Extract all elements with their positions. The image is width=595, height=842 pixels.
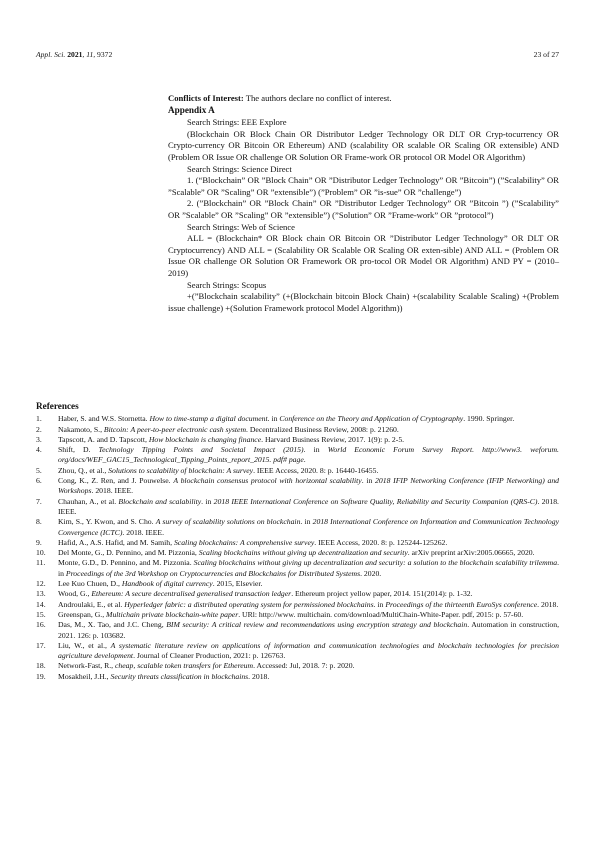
reference-fragment: . — [303, 455, 306, 465]
reference-number: 1. — [36, 414, 42, 424]
reference-item — [36, 661, 559, 671]
reference-fragment: . in — [58, 558, 559, 578]
running-header-citation: Appl. Sci. 2021, 11, 9372 — [36, 50, 113, 59]
journal-article: 9372 — [97, 50, 113, 59]
reference-text — [58, 476, 559, 497]
reference-fragment: . 2018. IEEE. — [91, 486, 134, 496]
reference-fragment: . 2018. — [248, 671, 270, 681]
reference-title: Solutions to scalability of blockchain: A survey — [108, 465, 254, 475]
reference-fragment: Androulaki, E., et al. — [58, 599, 125, 609]
reference-number: 9. — [36, 537, 42, 547]
reference-fragment: Zhou, Q., et al., — [58, 465, 109, 475]
reference-fragment: Chauhan, A., et al. — [58, 496, 119, 506]
appendix-paragraph: 2. (”Blockchain” OR ”Block Chain” OR ”Distributor Ledger Technology” OR ”Bitcoin ”) (”Scalability” OR ”Scalable” OR ”Scaling” OR ”extensible”) (”Solution” OR ”Frame-work” OR ”protocol”) — [168, 198, 559, 220]
reference-number: 12. — [36, 579, 46, 589]
reference-title: Scaling blockchains: A comprehensive survey — [173, 537, 315, 547]
reference-fragment: Liu, W., et al., — [58, 640, 111, 650]
reference-number: 10. — [36, 548, 46, 558]
reference-fragment: Monte, G.D., D. Pennino, and M. Pizzonia. — [58, 558, 194, 568]
reference-text — [58, 641, 559, 662]
reference-item — [36, 579, 559, 589]
reference-item — [36, 600, 559, 610]
reference-item — [36, 425, 559, 435]
reference-fragment: Tapscott, A. and D. Tapscott, — [58, 434, 149, 444]
reference-title: BIM security: A critical review and recommendations using encryption strategy and blockchain — [166, 620, 468, 630]
reference-item — [36, 672, 559, 682]
reference-number: 19. — [36, 671, 46, 681]
reference-item — [36, 558, 559, 579]
reference-number: 15. — [36, 609, 46, 619]
reference-fragment: . Harvard Business Review, 2017. 1(9): p. 2-5. — [261, 434, 405, 444]
reference-text — [58, 466, 559, 476]
reference-fragment: . Ethereum project yellow paper, 2014. 151(2014): p. 1-32. — [291, 589, 473, 599]
reference-title: Hyperledger fabric: a distributed operating system for permissioned blockchains — [124, 599, 374, 609]
reference-list — [36, 414, 559, 682]
reference-number: 16. — [36, 620, 46, 630]
reference-title: A survey of scalability solutions on blockchain — [155, 517, 301, 527]
appendix-paragraph: 1. (“Blockchain” OR ”Block Chain” OR ”Distributor Ledger Technology” OR ”Bitcoin”) (”Scalability” OR ”Scalable” OR ”Scaling” OR ”extensible”) (”Problem” OR ”is-sue” OR ”challenge”) — [168, 175, 559, 197]
reference-text — [58, 548, 559, 558]
reference-item — [36, 476, 559, 497]
reference-fragment: Kim, S., Y. Kwon, and S. Cho. — [58, 517, 156, 527]
reference-text — [58, 600, 559, 610]
reference-number: 18. — [36, 661, 46, 671]
reference-fragment: . in — [201, 496, 214, 506]
reference-fragment: Network-Fast, R., — [58, 661, 116, 671]
references-title: References — [36, 401, 79, 411]
page-number: 23 of 27 — [533, 50, 559, 59]
reference-title: Blockchain and scalability — [118, 496, 202, 506]
reference-fragment: Mosakheil, J.H., — [58, 671, 111, 681]
reference-item — [36, 538, 559, 548]
reference-venue: 2018 IFIP Networking Conference (IFIP Networking) and Workshops — [58, 476, 560, 496]
reference-fragment: . 1990. Springer. — [463, 414, 515, 424]
appendix-paragraph: Search Strings: Scopus — [187, 279, 267, 290]
reference-title: Bitcoin: A peer-to-peer electronic cash system — [103, 424, 247, 434]
reference-title: Multichain private blockchain-white paper — [106, 609, 239, 619]
reference-fragment: . arXiv preprint arXiv:2005.06665, 2020. — [407, 548, 535, 558]
reference-number: 14. — [36, 599, 46, 609]
reference-item — [36, 610, 559, 620]
reference-number: 11. — [36, 558, 46, 568]
reference-item — [36, 589, 559, 599]
reference-number: 2. — [36, 424, 42, 434]
appendix-body — [168, 117, 559, 314]
reference-fragment: . 2018. — [537, 599, 559, 609]
appendix-paragraph: Search Strings: Science Direct — [187, 163, 292, 174]
reference-title: Scaling blockchains without giving up decentralization and security: a solution to the blockchain scalability trilemma — [193, 558, 558, 568]
appendix-paragraph: ALL = (Blockchain* OR Block chain OR Bitcoin OR ”Distributor Ledger Technology” OR DLT OR Cryptocurrency) AND ALL = (Scalability OR Scalable OR Scaling OR exten-sible) AND ALL = (Problem OR Issue OR challenge OR Solution OR Framework OR pro-tocol OR Model OR Algorithm) AND PY = (2010–2019) — [168, 233, 559, 278]
reference-text — [58, 497, 559, 518]
reference-title: Security threats classification in blockchains — [110, 671, 249, 681]
reference-venue: World Economic Forum Survey Report. http://www3. weforum. org/docs/WEF_GAC15_Technological_Tipping_Points_report_2015. pdf# page — [58, 445, 559, 465]
reference-text — [58, 445, 559, 466]
reference-number: 3. — [36, 434, 42, 444]
conflicts-text: The authors declare no conflict of interest. — [243, 93, 392, 103]
reference-title: A blockchain consensus protocol with horizontal scalability — [173, 476, 362, 486]
reference-text — [58, 414, 559, 424]
reference-text — [58, 517, 559, 538]
reference-fragment: . Decentralized Business Review, 2008: p. 21260. — [246, 424, 399, 434]
reference-number: 13. — [36, 589, 46, 599]
main-text-column — [168, 93, 559, 314]
reference-fragment: Hafid, A., A.S. Hafid, and M. Samih, — [58, 537, 174, 547]
reference-fragment: . 2020. — [360, 568, 382, 578]
reference-text — [58, 558, 559, 579]
reference-fragment: Greenspan, G., — [58, 609, 107, 619]
reference-fragment: . IEEE Access, 2020. 8: p. 16440-16455. — [253, 465, 379, 475]
reference-text — [58, 425, 559, 435]
reference-title: A systematic literature review on applications of information and communication technologies and blockchain technologies for precision agriculture development — [58, 640, 559, 661]
reference-fragment: Cong, K., Z. Ren, and J. Pouwelse. — [58, 476, 174, 486]
reference-number: 4. — [36, 445, 42, 455]
reference-fragment: . in — [361, 476, 376, 486]
reference-number: 6. — [36, 476, 42, 486]
reference-title: Handbook of digital currency — [121, 579, 213, 589]
reference-fragment: Del Monte, G., D. Pennino, and M. Pizzonia, — [58, 548, 199, 558]
reference-fragment: Lee Kuo Chuen, D., — [58, 579, 122, 589]
reference-fragment: . Automation in construction, 2021. 126: p. 103682. — [58, 620, 559, 640]
reference-item — [36, 620, 559, 641]
reference-title: Scaling blockchains without giving up decentralization and security — [198, 548, 408, 558]
reference-title: Ethereum: A secure decentralised generalised transaction ledger — [91, 589, 292, 599]
reference-fragment: . Journal of Cleaner Production, 2021: p. 126763. — [133, 651, 286, 661]
reference-venue: Proceedings of the thirteenth EuroSys conference — [385, 599, 538, 609]
reference-text — [58, 620, 559, 641]
reference-fragment: Shift, D. — [58, 445, 99, 455]
reference-venue: Proceedings of the 3rd Workshop on Cryptocurrencies and Blockchains for Distributed Systems — [65, 568, 361, 578]
reference-item — [36, 548, 559, 558]
appendix-title: Appendix A — [168, 104, 215, 115]
conflicts-label: Conflicts of Interest: — [168, 93, 244, 103]
reference-fragment: Nakamoto, S., — [58, 424, 104, 434]
reference-fragment: . 2015, Elsevier. — [212, 579, 263, 589]
reference-item — [36, 414, 559, 424]
reference-fragment: Das, M., X. Tao, and J.C. Cheng, — [58, 620, 167, 630]
journal-volume: 11 — [86, 50, 94, 59]
reference-text — [58, 579, 559, 589]
journal-name: Appl. Sci. — [36, 50, 66, 59]
reference-text — [58, 435, 559, 445]
reference-text — [58, 610, 559, 620]
reference-fragment: . 2018. IEEE. — [122, 527, 165, 537]
reference-title: How to time-stamp a digital document — [149, 414, 268, 424]
reference-venue: Conference on the Theory and Application of Cryptography — [279, 414, 464, 424]
reference-item — [36, 497, 559, 518]
reference-item — [36, 517, 559, 538]
reference-item — [36, 445, 559, 466]
reference-number: 7. — [36, 496, 42, 506]
reference-item — [36, 466, 559, 476]
reference-fragment: . IEEE Access, 2020. 8: p. 125244-125262. — [314, 537, 448, 547]
reference-fragment: . in — [303, 445, 328, 455]
reference-text — [58, 538, 559, 548]
reference-number: 17. — [36, 640, 46, 650]
reference-title: Technology Tipping Points and Societal Impact (2015) — [98, 445, 304, 455]
reference-number: 8. — [36, 517, 42, 527]
reference-item — [36, 435, 559, 445]
reference-fragment: . Accessed: Jul, 2018. 7: p. 2020. — [253, 661, 355, 671]
reference-number: 5. — [36, 465, 42, 475]
appendix-paragraph: (Blockchain OR Block Chain OR Distributor Ledger Technology OR DLT OR Cryp-tocurrency OR Crypto-currency OR Bitcoin OR Ethereum) AND (scalability OR scalable OR Scaling OR extensible) AND (Problem OR Issue OR challenge OR Solution OR Frame-work OR protocol OR Model OR Algorithm) — [168, 128, 559, 162]
reference-fragment: . in — [267, 414, 280, 424]
appendix-paragraph: Search Strings: EEE Explore — [187, 117, 287, 128]
reference-text — [58, 661, 559, 671]
reference-venue: 2018 IEEE International Conference on Software Quality, Reliability and Security Companion (QRS-C) — [213, 496, 538, 506]
reference-text — [58, 672, 559, 682]
journal-year: 2021 — [67, 50, 83, 59]
reference-fragment: Haber, S. and W.S. Stornetta. — [58, 414, 150, 424]
reference-fragment: . in — [300, 517, 313, 527]
reference-fragment: Wood, G., — [58, 589, 92, 599]
reference-item — [36, 641, 559, 662]
reference-fragment: . 2018. IEEE. — [58, 496, 559, 516]
references-section — [36, 401, 559, 682]
conflicts-of-interest — [168, 93, 559, 105]
appendix-paragraph: +(”Blockchain scalability” (+(Blockchain bitcoin Block Chain) +(scalability Scalable Scaling) +(Problem issue challenge) +(Solution Framework protocol Model Algorithm)) — [168, 291, 559, 313]
reference-title: How blockchain is changing finance — [148, 434, 262, 444]
appendix-paragraph: Search Strings: Web of Science — [187, 221, 295, 232]
reference-text — [58, 589, 559, 599]
reference-title: cheap, scalable token transfers for Ethereum — [115, 661, 254, 671]
reference-fragment: . in — [373, 599, 386, 609]
reference-fragment: . URl: http://www. multichain. com/download/MultiChain-White-Paper. pdf, 2015: p. 57-60. — [238, 609, 524, 619]
reference-venue: 2018 International Conference on Information and Communication Technology Convergence (ICTC) — [58, 517, 559, 537]
